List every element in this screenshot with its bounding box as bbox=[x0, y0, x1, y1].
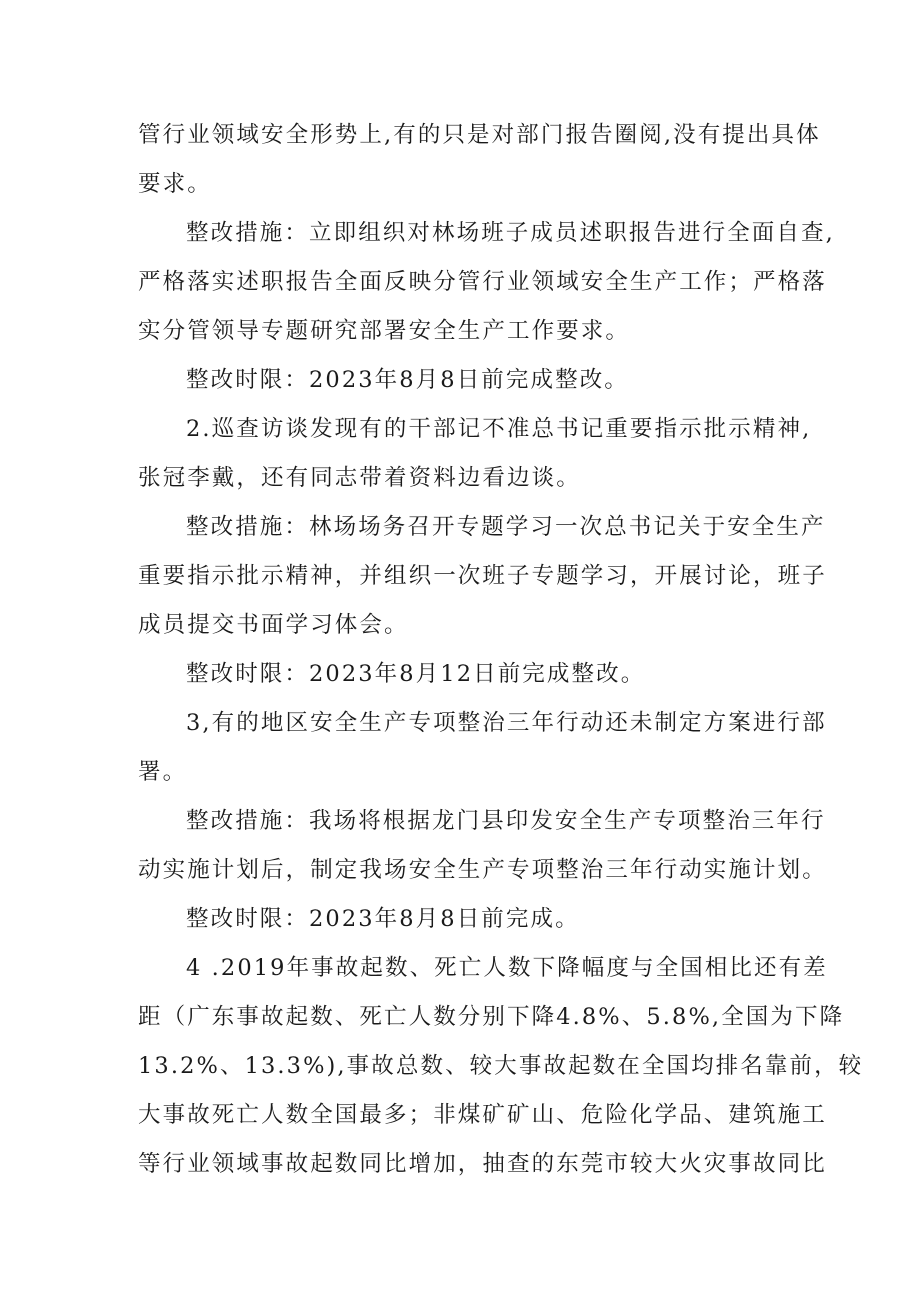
text-line: 整改措施：立即组织对林场班子成员述职报告进行全面自查, bbox=[186, 220, 835, 246]
text-line: 13.2%、13.3%),事故总数、较大事故起数在全国均排名靠前，较 bbox=[138, 1053, 864, 1079]
text-line: 整改时限：2023年8月8日前完成整改。 bbox=[186, 367, 629, 393]
text-line: 重要指示批示精神，并组织一次班子专题学习，开展讨论，班子 bbox=[138, 563, 827, 589]
text-line: 严格落实述职报告全面反映分管行业领域安全生产工作；严格落 bbox=[138, 269, 827, 295]
text-line: 整改措施：我场将根据龙门县印发安全生产专项整治三年行 bbox=[186, 808, 826, 834]
text-line: 2.巡查访谈发现有的干部记不准总书记重要指示批示精神, bbox=[186, 416, 812, 442]
text-line: 4 .2019年事故起数、死亡人数下降幅度与全国相比还有差 bbox=[186, 955, 828, 981]
text-line: 成员提交书面学习体会。 bbox=[138, 612, 409, 638]
text-line: 整改措施：林场场务召开专题学习一次总书记关于安全生产 bbox=[186, 514, 826, 540]
text-line: 要求。 bbox=[138, 171, 212, 197]
text-line: 动实施计划后，制定我场安全生产专项整治三年行动实施计划。 bbox=[138, 857, 827, 883]
text-line: 整改时限：2023年8月12日前完成整改。 bbox=[186, 661, 646, 687]
text-line: 张冠李戴，还有同志带着资料边看边谈。 bbox=[138, 465, 581, 491]
text-line: 管行业领域安全形势上,有的只是对部门报告圈阅,没有提出具体 bbox=[138, 122, 821, 148]
text-line: 整改时限：2023年8月8日前完成。 bbox=[186, 906, 580, 932]
text-line: 署。 bbox=[138, 759, 188, 785]
text-line: 距（广东事故起数、死亡人数分别下降4.8%、5.8%,全国为下降 bbox=[138, 1004, 845, 1030]
text-line: 实分管领导专题研究部署安全生产工作要求。 bbox=[138, 318, 631, 344]
text-line: 3,有的地区安全生产专项整治三年行动还未制定方案进行部 bbox=[186, 710, 827, 736]
text-line: 大事故死亡人数全国最多；非煤矿矿山、危险化学品、建筑施工 bbox=[138, 1102, 827, 1128]
text-line: 等行业领域事故起数同比增加，抽查的东莞市较大火灾事故同比 bbox=[138, 1151, 827, 1177]
